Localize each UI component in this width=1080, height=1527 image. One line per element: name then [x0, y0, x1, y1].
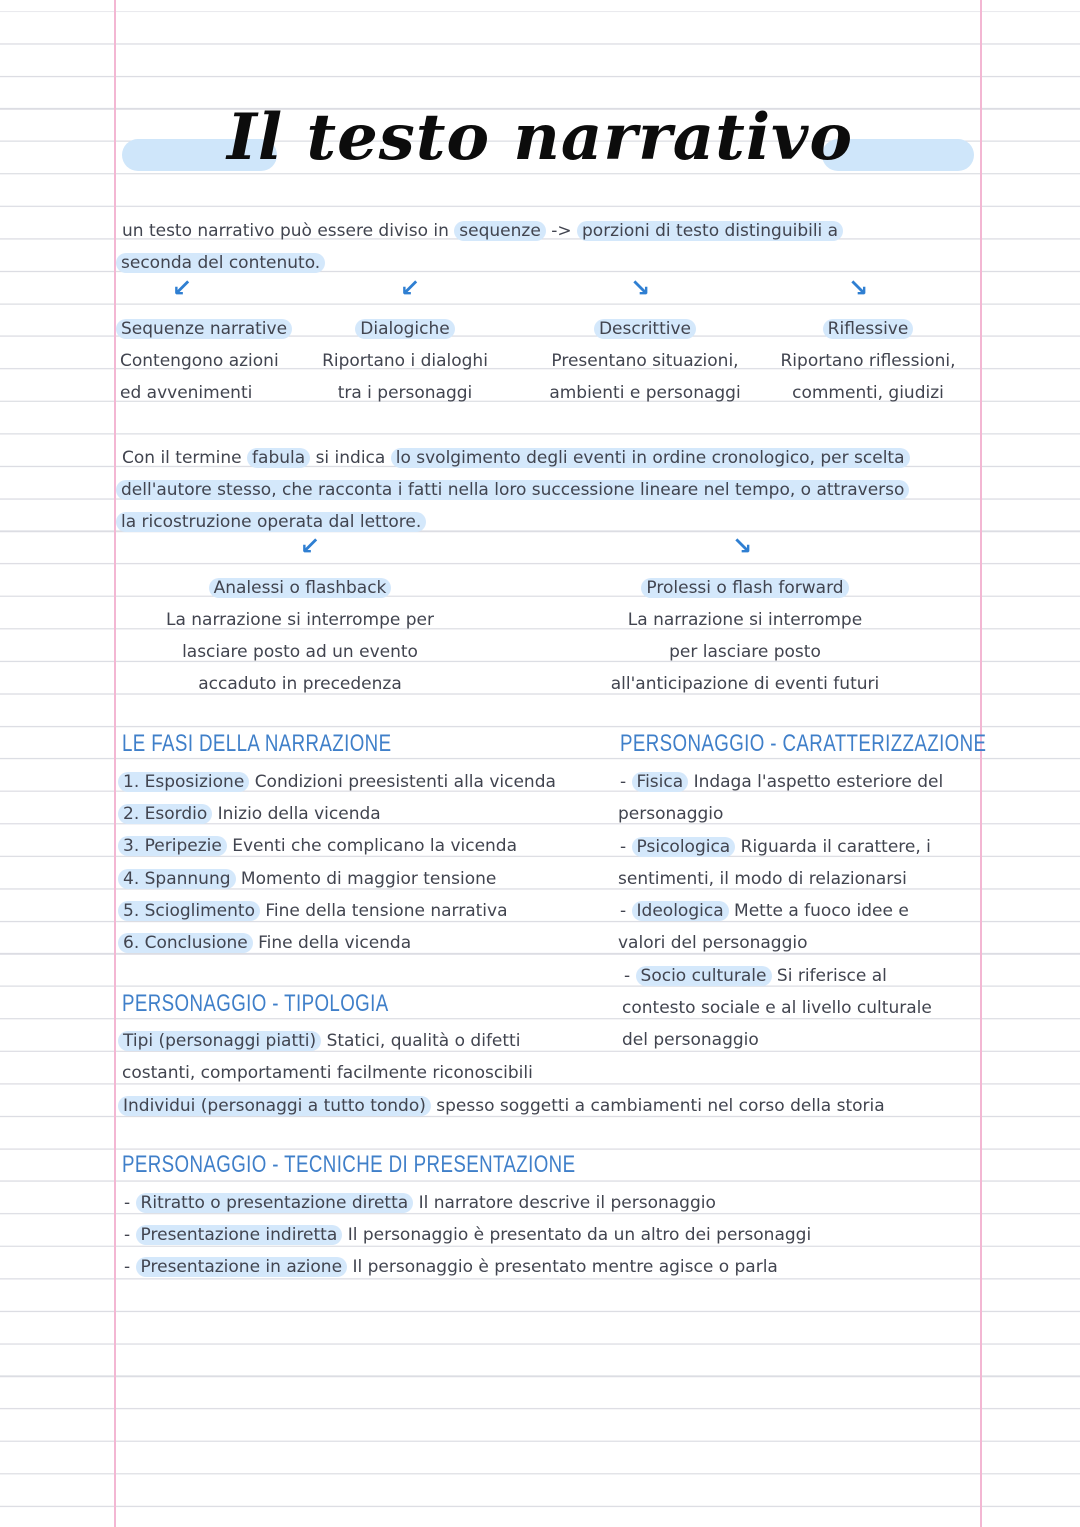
analessi-desc-2: lasciare posto ad un evento	[182, 642, 418, 662]
tipi-line-1: Tipi (personaggi piatti) Statici, qualità o difetti	[118, 1030, 520, 1052]
fabula-line-1: Con il termine fabula si indica lo svolgimento degli eventi in ordine cronologico, per scelta	[122, 447, 910, 469]
socio-line-2: contesto sociale e al livello culturale	[622, 998, 932, 1018]
intro-line-2	[116, 252, 325, 274]
intro-arrow: ->	[551, 221, 572, 241]
right-margin-line	[980, 0, 982, 1527]
fisica-line-2: personaggio	[618, 804, 724, 824]
ideologica-line-2: valori del personaggio	[618, 933, 808, 953]
seq-riflessive-desc-2: commenti, giudizi	[792, 383, 944, 403]
prolessi-name: Prolessi o flash forward	[580, 577, 910, 599]
fase-item-6: 6. Conclusione Fine della vicenda	[118, 932, 411, 954]
arrow-down-right-icon: ↘	[630, 274, 651, 302]
analessi-desc-1: La narrazione si interrompe per	[165, 610, 435, 630]
arrow-down-right-icon: ↘	[732, 532, 753, 560]
analessi-name: Analessi o flashback	[130, 577, 470, 599]
sequenze-term: sequenze	[454, 221, 546, 241]
seq-narrative-desc-2: ed avvenimenti	[120, 383, 253, 403]
sequenze-definition: porzioni di testo distinguibili a	[577, 221, 843, 241]
ideologica-line-1: - Ideologica Mette a fuoco idee e	[620, 901, 909, 921]
tecnica-item-1: - Ritratto o presentazione diretta Il narratore descrive il personaggio	[124, 1193, 716, 1213]
sequenze-definition-cont: seconda del contenuto.	[116, 253, 325, 273]
seq-dialogiche-name: Dialogiche	[300, 318, 510, 340]
fase-item-4: 4. Spannung Momento di maggior tensione	[118, 868, 496, 890]
fasi-heading: LE FASI DELLA NARRAZIONE	[122, 730, 392, 757]
intro-text: un testo narrativo può essere diviso in	[122, 221, 449, 241]
caratterizzazione-heading: PERSONAGGIO - CARATTERIZZAZIONE	[620, 730, 987, 757]
seq-dialogiche-desc-1: Riportano i dialoghi	[322, 351, 488, 371]
prolessi-desc-2: per lasciare posto	[669, 642, 821, 662]
seq-descrittive-name: Descrittive	[530, 318, 760, 340]
seq-descrittive-desc-2: ambienti e personaggi	[549, 383, 741, 403]
tecniche-heading: PERSONAGGIO - TECNICHE DI PRESENTAZIONE	[122, 1151, 576, 1178]
prolessi-desc-3: all'anticipazione di eventi futuri	[610, 674, 880, 694]
arrow-down-left-icon: ↙	[300, 532, 321, 560]
fabula-line-3: la ricostruzione operata dal lettore.	[116, 511, 426, 533]
fabula-definition: lo svolgimento degli eventi in ordine cronologico, per scelta	[391, 448, 910, 468]
page-title: Il testo narrativo	[226, 100, 854, 175]
tipologia-heading: PERSONAGGIO - TIPOLOGIA	[122, 990, 389, 1017]
intro-line-1	[122, 220, 843, 242]
tecnica-item-2: - Presentazione indiretta Il personaggio è presentato da un altro dei personaggi	[124, 1225, 812, 1245]
seq-narrative-name: Sequenze narrative	[116, 318, 292, 340]
socio-line-1: - Socio culturale Si riferisce al	[624, 966, 887, 986]
tipi-line-2: costanti, comportamenti facilmente riconoscibili	[122, 1063, 533, 1083]
arrow-down-left-icon: ↙	[172, 274, 193, 302]
seq-descrittive-desc-1: Presentano situazioni,	[551, 351, 739, 371]
fase-item-1: 1. Esposizione Condizioni preesistenti alla vicenda	[118, 771, 556, 793]
psicologica-line-2: sentimenti, il modo di relazionarsi	[618, 869, 907, 889]
fase-item-5: 5. Scioglimento Fine della tensione narrativa	[118, 900, 507, 922]
fabula-term: fabula	[247, 448, 310, 468]
analessi-desc-3: accaduto in precedenza	[198, 674, 402, 694]
fisica-line-1: - Fisica Indaga l'aspetto esteriore del	[620, 772, 944, 792]
seq-dialogiche-desc-2: tra i personaggi	[337, 383, 473, 403]
arrow-down-left-icon: ↙	[400, 274, 421, 302]
fase-item-3: 3. Peripezie Eventi che complicano la vicenda	[118, 835, 517, 857]
left-margin-line	[114, 0, 116, 1527]
socio-line-3: del personaggio	[622, 1030, 759, 1050]
seq-narrative-desc-1: Contengono azioni	[120, 351, 279, 371]
fase-item-2: 2. Esordio Inizio della vicenda	[118, 803, 381, 825]
prolessi-desc-1: La narrazione si interrompe	[627, 610, 863, 630]
seq-riflessive-name: Riflessive	[768, 318, 968, 340]
individui-line: Individui (personaggi a tutto tondo) spesso soggetti a cambiamenti nel corso della storia	[118, 1095, 885, 1117]
arrow-down-right-icon: ↘	[848, 274, 869, 302]
psicologica-line-1: - Psicologica Riguarda il carattere, i	[620, 837, 931, 857]
seq-riflessive-desc-1: Riportano riflessioni,	[780, 351, 956, 371]
fabula-line-2: dell'autore stesso, che racconta i fatti nella loro successione lineare nel tempo, o attraverso	[116, 479, 909, 501]
tecnica-item-3: - Presentazione in azione Il personaggio è presentato mentre agisce o parla	[124, 1257, 778, 1277]
